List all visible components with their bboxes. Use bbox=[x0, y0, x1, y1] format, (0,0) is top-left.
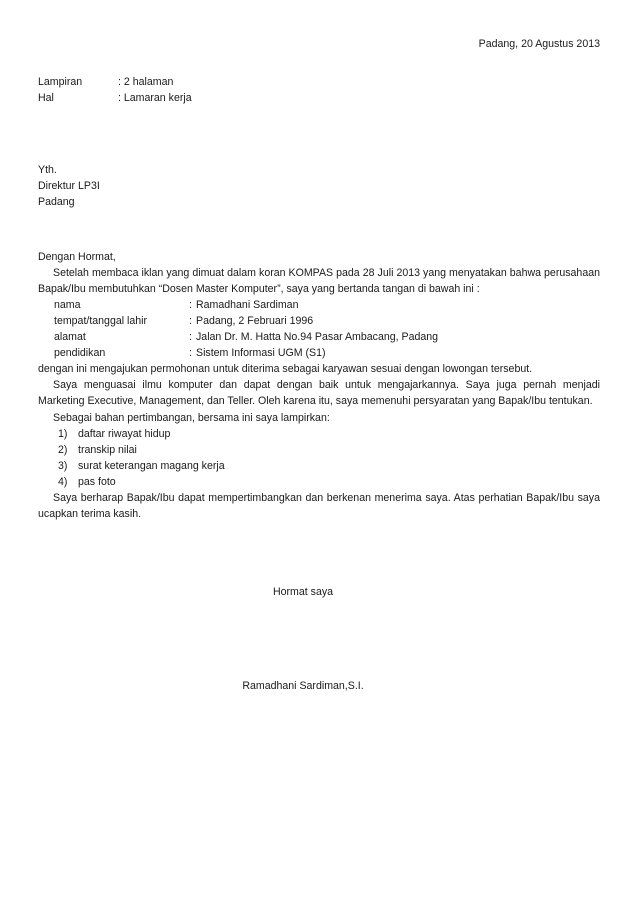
personal-data-value-alamat: Jalan Dr. M. Hatta No.94 Pasar Ambacang, Padang bbox=[196, 331, 439, 344]
after-data-line: dengan ini mengajukan permohonan untuk diterima sebagai karyawan sesuai dengan lowongan tersebut. bbox=[38, 363, 533, 376]
attachments-intro: Sebagai bahan pertimbangan, bersama ini saya lampirkan: bbox=[53, 411, 330, 424]
meta-row-hal bbox=[38, 90, 600, 106]
salutation: Dengan Hormat, bbox=[38, 250, 116, 263]
addressee-city: Padang bbox=[38, 196, 75, 209]
attachment-item bbox=[38, 426, 600, 442]
attachment-item bbox=[38, 442, 600, 458]
attachment-text: surat keterangan magang kerja bbox=[78, 459, 225, 472]
attachment-item bbox=[38, 458, 600, 474]
addressee-honorific: Yth. bbox=[38, 164, 57, 177]
closing-paragraph: Saya berharap Bapak/Ibu dapat mempertimbangkan dan berkenan menerima saya. Atas perhatian Bapak/Ibu saya ucapkan terima kasih. bbox=[38, 491, 600, 521]
meta-row-lampiran bbox=[38, 74, 600, 90]
signature-closing: Hormat saya bbox=[272, 586, 334, 599]
attachments-list bbox=[38, 426, 600, 490]
meta-value-lampiran: : 2 halaman bbox=[118, 76, 174, 89]
personal-data-key-pendidikan: pendidikan bbox=[54, 347, 106, 360]
attachment-item bbox=[38, 474, 600, 490]
attachment-marker: 2) bbox=[58, 443, 68, 456]
personal-data-value-nama: Ramadhani Sardiman bbox=[196, 298, 299, 311]
letter-content bbox=[38, 36, 600, 694]
personal-data-list bbox=[38, 297, 600, 361]
attachment-text: daftar riwayat hidup bbox=[78, 427, 171, 440]
attachment-text: pas foto bbox=[78, 475, 116, 488]
personal-data-key-alamat: alamat bbox=[54, 331, 86, 344]
personal-data-separator: : bbox=[189, 331, 192, 344]
attachment-text: transkip nilai bbox=[78, 443, 137, 456]
personal-data-separator: : bbox=[189, 347, 192, 360]
personal-data-row-tempat-tanggal-lahir bbox=[38, 313, 600, 329]
meta-value-hal: : Lamaran kerja bbox=[118, 92, 192, 105]
personal-data-row-nama bbox=[38, 297, 600, 313]
personal-data-separator: : bbox=[189, 298, 192, 311]
personal-data-separator: : bbox=[189, 314, 192, 327]
personal-data-value-pendidikan: Sistem Informasi UGM (S1) bbox=[196, 347, 326, 360]
personal-data-key-tempat-tanggal-lahir: tempat/tanggal lahir bbox=[54, 314, 148, 327]
signature-space bbox=[242, 600, 363, 678]
personal-data-value-tempat-tanggal-lahir: Padang, 2 Februari 1996 bbox=[196, 314, 314, 327]
date-line: Padang, 20 Agustus 2013 bbox=[478, 38, 600, 50]
attachment-marker: 4) bbox=[58, 475, 68, 488]
personal-data-row-pendidikan bbox=[38, 345, 600, 361]
signature-name: Ramadhani Sardiman,S.I. bbox=[242, 680, 364, 693]
personal-data-row-alamat bbox=[38, 329, 600, 345]
addressee-recipient: Direktur LP3I bbox=[38, 180, 100, 193]
letter-meta-block bbox=[38, 74, 600, 106]
opening-paragraph: Setelah membaca iklan yang dimuat dalam koran KOMPAS pada 28 Juli 2013 yang menyatakan bahwa perusahaan Bapak/Ibu membutuhkan “Dosen Master Komputer”, saya yang bertanda tangan di bawah ini : bbox=[38, 266, 600, 295]
attachment-marker: 1) bbox=[58, 427, 68, 440]
spacer-after-addressee bbox=[38, 211, 600, 249]
addressee-block bbox=[38, 162, 600, 210]
meta-label-lampiran: Lampiran bbox=[38, 76, 83, 89]
signature-block bbox=[38, 584, 600, 694]
signature-inner bbox=[242, 584, 363, 694]
personal-data-key-nama: nama bbox=[54, 298, 81, 311]
attachment-marker: 3) bbox=[58, 459, 68, 472]
meta-label-hal: Hal bbox=[38, 92, 54, 105]
spacer-after-meta bbox=[38, 106, 600, 162]
qualification-paragraph: Saya menguasai ilmu komputer dan dapat dengan baik untuk mengajarkannya. Saya juga pernah menjadi Marketing Executive, Management, dan Teller. Oleh karena itu, saya memenuhi persyaratan yang Bapak/Ibu tentukan. bbox=[38, 379, 600, 408]
